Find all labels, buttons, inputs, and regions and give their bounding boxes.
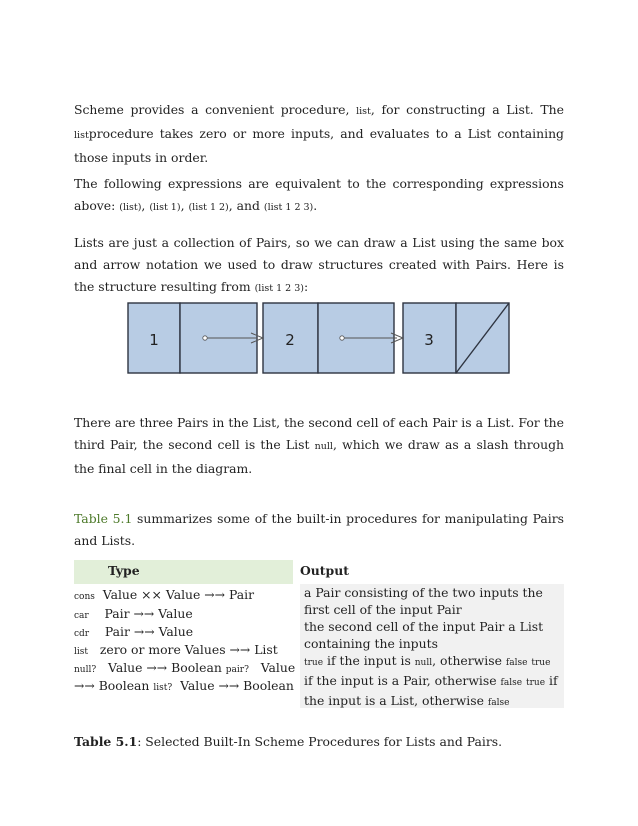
table-reference-link[interactable]: Table 5.1 bbox=[74, 511, 133, 526]
type-row-car bbox=[74, 605, 193, 625]
text: summarizes some of the built-in procedures for manipulating Pairs and Lists. bbox=[74, 511, 564, 548]
text: There are three Pairs in the List, the second cell of each Pair is a List. For the third Pair, the second cell is the List bbox=[74, 415, 564, 452]
word: corresponding bbox=[392, 176, 484, 191]
procedure-name: cdr bbox=[74, 629, 90, 639]
inline-code: (list 1) bbox=[149, 202, 181, 213]
procedure-name: pair? bbox=[225, 665, 249, 675]
inline-code: false bbox=[500, 678, 523, 688]
text: Scheme provides a convenient procedure, bbox=[74, 102, 357, 117]
type-signature: Value →→ Boolean bbox=[108, 660, 226, 675]
table-caption bbox=[74, 731, 564, 753]
paragraph-box-arrow bbox=[74, 232, 564, 300]
inline-code: list bbox=[356, 106, 371, 117]
list-box-arrow-diagram bbox=[127, 302, 510, 374]
output-predicates bbox=[304, 652, 562, 712]
text: , and bbox=[228, 198, 264, 213]
text: Lists are just a collection of Pairs, so we can draw a List using the same box and arrow notation we used to draw structures created with Pairs. Here is the structure resulting from bbox=[74, 235, 564, 294]
output-cons-car: a Pair consisting of the two inputs the first cell of the input Pair bbox=[304, 585, 543, 617]
text: above: bbox=[74, 198, 120, 213]
inline-code: true bbox=[304, 658, 324, 668]
pair-3 bbox=[403, 303, 509, 373]
inline-code: (list 1 2) bbox=[188, 202, 229, 213]
procedure-name: car bbox=[74, 611, 89, 621]
pointer-dot bbox=[203, 336, 207, 340]
paragraph-three-pairs bbox=[74, 412, 564, 480]
line bbox=[74, 195, 564, 219]
text: procedure takes zero or more inputs, and evaluates to a List containing those inputs in order. bbox=[74, 126, 564, 165]
inline-code: (list) bbox=[119, 202, 142, 213]
inline-code: list bbox=[74, 130, 89, 141]
word: following bbox=[103, 176, 162, 191]
caption-label: Table 5.1 bbox=[74, 734, 138, 749]
text: if the input is a List, otherwise bbox=[304, 673, 558, 708]
paragraph-table-intro bbox=[74, 508, 564, 552]
word: are bbox=[248, 176, 269, 191]
justified-line bbox=[74, 173, 564, 195]
procedure-name: null? bbox=[74, 665, 97, 675]
procedure-name: list? bbox=[153, 683, 173, 693]
output-column bbox=[304, 584, 562, 712]
word: expressions bbox=[168, 176, 242, 191]
type-signature: Pair →→ Value bbox=[104, 606, 193, 621]
text: , otherwise bbox=[432, 653, 506, 668]
output-cdr-list: the second cell of the input Pair a List containing the inputs bbox=[304, 619, 544, 651]
procedure-name: cons bbox=[74, 592, 95, 602]
paragraph-equivalent-expressions bbox=[74, 173, 564, 219]
type-row-predicates-cont bbox=[74, 677, 294, 697]
type-signature: Value →→ Boolean bbox=[180, 678, 294, 693]
inline-code: null bbox=[414, 658, 433, 668]
type-signature: Pair →→ Value bbox=[104, 624, 194, 639]
output-header-label: Output bbox=[300, 563, 349, 578]
text: , for constructing a List. The bbox=[370, 102, 564, 117]
inline-code: false bbox=[505, 658, 528, 668]
text: , bbox=[141, 198, 150, 213]
text: . bbox=[313, 198, 318, 213]
type-header-label: Type bbox=[108, 563, 140, 578]
pair-1-value-label: 1 bbox=[149, 331, 159, 349]
text: if the input is bbox=[327, 653, 415, 668]
procedure-name: list bbox=[74, 647, 88, 657]
word: to bbox=[347, 176, 360, 191]
pointer-dot bbox=[340, 336, 344, 340]
text: if the input is a Pair, otherwise bbox=[304, 673, 501, 688]
type-row-list bbox=[74, 641, 278, 661]
type-row-cdr bbox=[74, 623, 193, 643]
type-row-predicates bbox=[74, 659, 295, 679]
type-signature: Value ×× Value →→ Pair bbox=[102, 587, 255, 602]
inline-code: true bbox=[531, 658, 551, 668]
inline-code: (list 1 2 3) bbox=[263, 202, 314, 213]
type-signature: →→ Boolean bbox=[74, 678, 154, 693]
type-signature: Value bbox=[260, 660, 296, 675]
inline-code: null bbox=[314, 441, 333, 452]
paragraph-list-procedure bbox=[74, 99, 564, 169]
word: The bbox=[74, 176, 98, 191]
caption-text: : Selected Built-In Scheme Procedures for Lists and Pairs. bbox=[137, 734, 503, 749]
type-header-cell bbox=[74, 560, 293, 584]
inline-code: true bbox=[526, 678, 546, 688]
text: : bbox=[303, 279, 309, 294]
word: the bbox=[365, 176, 387, 191]
pair-3-value-label: 3 bbox=[424, 331, 434, 349]
word: expressions bbox=[489, 176, 564, 191]
table-header bbox=[74, 560, 564, 584]
inline-code: false bbox=[487, 698, 510, 708]
word: equivalent bbox=[275, 176, 342, 191]
text: , which we draw as a slash through the final cell in the diagram. bbox=[74, 437, 564, 476]
text: , bbox=[180, 198, 189, 213]
type-row-cons bbox=[74, 586, 254, 606]
pair-2-value-label: 2 bbox=[285, 331, 295, 349]
type-signature: zero or more Values →→ List bbox=[99, 642, 278, 657]
inline-code: (list 1 2 3) bbox=[254, 283, 304, 294]
